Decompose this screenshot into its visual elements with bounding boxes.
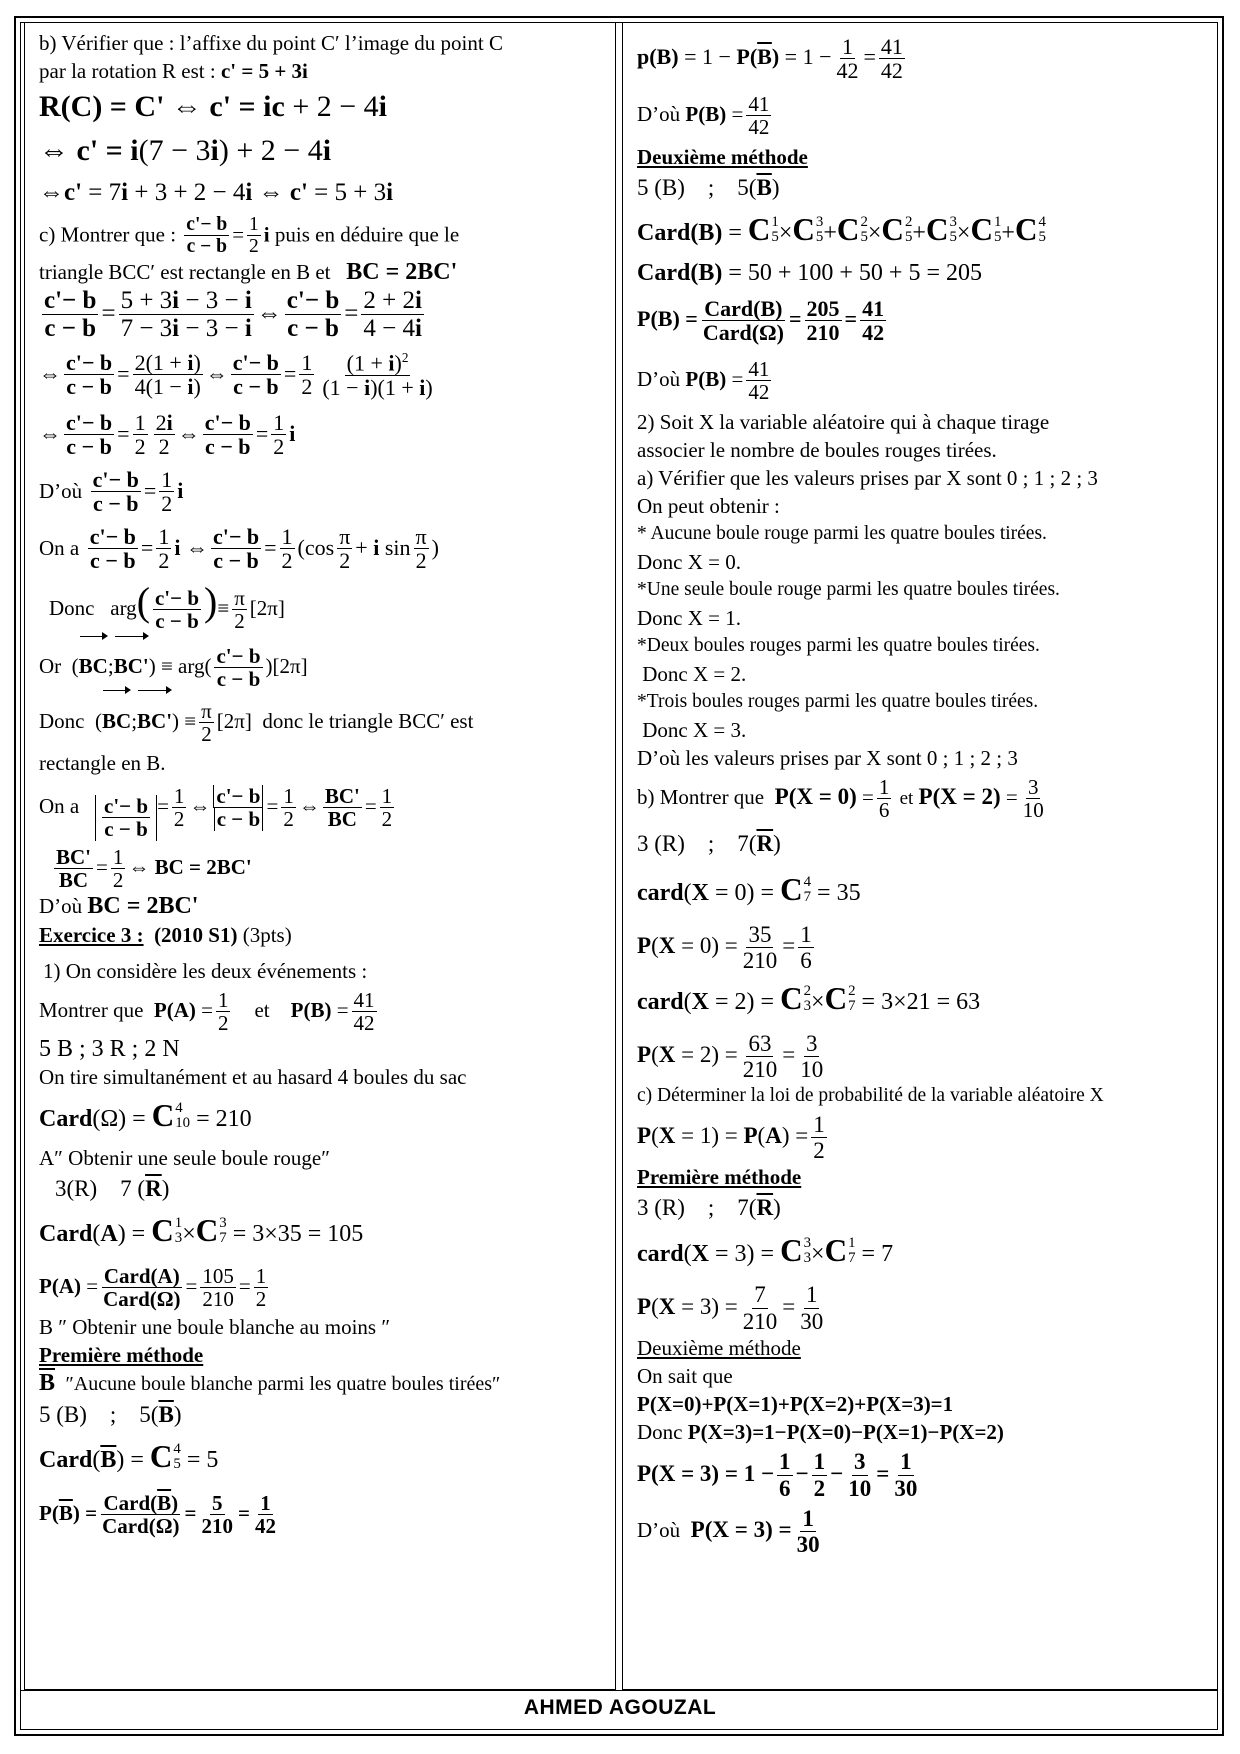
prob-a: P(A) = $\frac{\text{Card(A)}}{\text{Card(Ω)}}$ = $\frac{105}{210}$ = $\frac{1}{2}$ (39, 1264, 267, 1312)
question-2c: c) Déterminer la loi de probabilité de la variable aléatoire X (637, 1085, 1104, 1106)
prob-x3-method-2: P(X = 3) = 1 − $\frac{1}{6}$ − $\frac{1}{2}$ − $\frac{3}{10}$ = $\frac{1}{30}$ (637, 1449, 918, 1501)
card-a: Card(A) = C 1 3 × C 3 7 = 3×35 = 105 (39, 1212, 364, 1248)
value-1: Donc X = 1. (637, 606, 741, 630)
method-2-heading-2: Deuxième méthode (637, 1335, 801, 1360)
text-peut-obtenir: On peut obtenir : (637, 494, 780, 518)
prob-x1: P(X = 1) = P(A) = $\frac{1}{2}$ (637, 1111, 825, 1163)
case-3: *Trois boules rouges parmi les quatre boules tirées. (637, 691, 1039, 712)
case-1: *Une seule boule rouge parmi les quatre boules tirées. (637, 579, 1060, 600)
prob-bbar: $P(\overline{B})$ = $\frac{Card(\overline{B})}{\text{Card(Ω)}}$ = $\frac{5}{210}$ = $\frac{1}{42}$ (39, 1491, 276, 1539)
equation-c-3: ⇔ $\frac{c'- b}{c - b}$ = $\frac{1}{2}$ $\frac{2i}{2}$ ⇔ $\frac{c'- b}{c - b}$ = $\frac{1}{2}$ i (39, 410, 296, 460)
sum-probabilities: P(X=0)+P(X=1)+P(X=2)+P(X=3)=1 (637, 1391, 954, 1416)
value-3: Donc X = 3. (637, 718, 747, 742)
question-c: c) Montrer que : $\frac{c'- b}{c - b}$ = $\frac{1}{2}$ i puis en déduire que le (39, 214, 460, 258)
prob-b-complement: $p(B) = 1 - P(\overline{B}) = 1$ − $\frac{1}{42}$ = $\frac{41}{42}$ (637, 33, 903, 83)
event-a: A″ Obtenir une seule boule rouge″ (39, 1145, 330, 1170)
equation-c-ratio: $\frac{BC'}{BC}$ = $\frac{1}{2}$ ⇔ BC = 2BC' (56, 844, 252, 892)
prob-x3-result: D’où P(X = 3) = $\frac{1}{30}$ (637, 1505, 820, 1558)
split-red-3: 3 (R) ; $7(\overline{R})$ (637, 1194, 781, 1220)
method-2-heading: Deuxième méthode (637, 145, 808, 169)
prob-b-result-1: D’où P(B) = $\frac{41}{42}$ (637, 92, 770, 140)
split-white: 5 (B) ; $5(\overline{B})$ (39, 1401, 182, 1427)
split-white-2: 5 (B) ; $5(\overline{B})$ (637, 175, 780, 200)
question-2a: a) Vérifier que les valeurs prises par X sont 0 ; 1 ; 2 ; 3 (637, 466, 1098, 490)
value-2: Donc X = 2. (637, 662, 747, 686)
values-conclusion: D’où les valeurs prises par X sont 0 ; 1 ; 2 ; 3 (637, 746, 1018, 770)
equation-c-result: D’où $\frac{c'- b}{c - b}$ = $\frac{1}{2}$ i (39, 467, 184, 517)
prob-b-result-2: D’où P(B) = $\frac{41}{42}$ (637, 357, 770, 405)
card-omega: Card(Ω) = C 4 10 = 210 (39, 1097, 252, 1133)
card-bbar: $Card(\overline{B})$ = C 4 5 = 5 (39, 1438, 219, 1474)
card-x2: card(X = 2) = C 2 3 × C 2 7 = 3×21 = 63 (637, 981, 981, 1016)
conclusion-bc: D’où BC = 2BC' (39, 892, 199, 919)
question-b: b) Vérifier que : l’affixe du point C′ l’image du point C (39, 31, 503, 55)
method-1-heading-2: Première méthode (637, 1164, 802, 1189)
case-0: * Aucune boule rouge parmi les quatre boules tirées. (637, 523, 1047, 544)
equation-c-arg: Donc arg( $\frac{c'- b}{c - b}$ )≡ $\frac{\pi}{2}$ [2π] (49, 578, 285, 633)
urn-content: 5 B ; 3 R ; 2 N (39, 1035, 180, 1062)
question-1-show: Montrer que P(A) = $\frac{1}{2}$ et P(B) = $\frac{41}{42}$ (39, 987, 375, 1035)
question-2: 2) Soit X la variable aléatoire qui à chaque tirage (637, 410, 1050, 434)
method-1-heading: Première méthode (39, 1342, 204, 1367)
text-rectangle: rectangle en B. (39, 750, 166, 775)
equation-rotation-3: ⇔c' = 7i + 3 + 2 − 4i ⇔ c' = 5 + 3i (39, 179, 394, 206)
split-red: 3(R) 7 $(\overline{R})$ (55, 1175, 170, 1201)
question-1: 1) On considère les deux événements : (43, 958, 368, 983)
equation-rotation-2: ⇔ c' = i(7 − 3i) + 2 − 4i (39, 134, 332, 167)
question-2b: b) Montrer que P(X = 0) = $\frac{1}{6}$ et P(X = 2) = $\frac{3}{10}$ (637, 775, 1044, 823)
draw-description: On tire simultanément et au hasard 4 boules du sac (39, 1064, 467, 1089)
left-column (24, 22, 616, 1690)
equation-c-1: $\frac{c'- b}{c - b}$ = $\frac{5 + 3i - 3 - i}{7 - 3i - 3 - i}$ ⇔ $\frac{c'- b}{c - b}$ = $\frac{2 + 2i}{4 - 4i}$ (44, 286, 422, 343)
prob-x3: P(X = 3) = $\frac{7}{210}$ = $\frac{1}{30}$ (637, 1282, 824, 1334)
prob-x0: P(X = 0) = $\frac{35}{210}$ = $\frac{1}{6}$ (637, 921, 812, 973)
equation-c-polar: On a $\frac{c'- b}{c - b}$ = $\frac{1}{2}$ i ⇔ $\frac{c'- b}{c - b}$ = $\frac{1}{2}$ (cos $\frac{\pi}{2}$ + i sin $\frac{\pi}{2}$ ) (39, 524, 439, 574)
equation-c-angle: Donc (BC;BC') ≡ $\frac{\pi}{2}$ [2π] donc le triangle BCC′ est (39, 693, 605, 749)
equation-c-or: Or (BC;BC') ≡ arg( $\frac{c'- b}{c - b}$ )[2π] (39, 639, 605, 693)
card-b-sum: Card(B) = C 1 5 × C 3 5 + C 2 5 × C 2 5 + C 3 5 × C 1 5 + C 4 5 (637, 212, 1046, 247)
card-x0: card(X = 0) = C 4 7 = 35 (637, 872, 861, 907)
event-b: B ″ Obtenir une boule blanche au moins ″ (39, 1314, 391, 1339)
right-column (622, 22, 1218, 1690)
question-c-line2: triangle BCC′ est rectangle en B et BC = 2BC' (39, 258, 458, 285)
exercise-3-title: Exercice 3 : (2010 S1) (3pts) (39, 922, 292, 947)
donc-line: Donc P(X=3)=1−P(X=0)−P(X=1)−P(X=2) (637, 1419, 1004, 1444)
equation-rotation-1: R(C) = C' ⇔ c' = ic + 2 − 4i (39, 90, 387, 123)
equation-c-modulus: On a $\frac{c'- b}{c - b}$ = $\frac{1}{2}$ ⇔ $\frac{c'- b}{c - b}$ = $\frac{1}{2}$ ⇔ $\frac{BC'}{BC}$ = $\frac{1}{2}$ (39, 783, 393, 841)
question-b-line2: par la rotation R est : c' = 5 + 3i (39, 59, 308, 83)
value-0: Donc X = 0. (637, 550, 741, 574)
prob-x2: P(X = 2) = $\frac{63}{210}$ = $\frac{3}{10}$ (637, 1030, 824, 1082)
text-on-sait: On sait que (637, 1363, 733, 1388)
prob-b-method-2: P(B) = $\frac{\text{Card(B)}}{\text{Card(Ω)}}$ = $\frac{205}{210}$ = $\frac{41}{42}$ (637, 295, 885, 345)
event-bbar: $\overline{B}$ ″Aucune boule blanche parmi les quatre boules tirées″ (39, 1369, 501, 1396)
card-x3: card(X = 3) = C 3 3 × C 1 7 = 7 (637, 1232, 894, 1268)
card-b-value: Card(B) = 50 + 100 + 50 + 5 = 205 (637, 260, 983, 286)
footer-divider (20, 1690, 1218, 1691)
question-2-line2: associer le nombre de boules rouges tirées. (637, 438, 997, 462)
split-red-2: 3 (R) ; $7(\overline{R})$ (637, 831, 781, 856)
case-2: *Deux boules rouges parmi les quatre boules tirées. (637, 635, 1040, 656)
equation-c-2: ⇔ $\frac{c'- b}{c - b}$ = $\frac{2(1 + i)}{4(1 - i)}$ ⇔ $\frac{c'- b}{c - b}$ = $\frac{1}{2}$ $\frac{(1 + i)^2}{(1 - i)(1 + i)}$ (39, 350, 433, 400)
author-footer: AHMED AGOUZAL (523, 1696, 717, 1719)
